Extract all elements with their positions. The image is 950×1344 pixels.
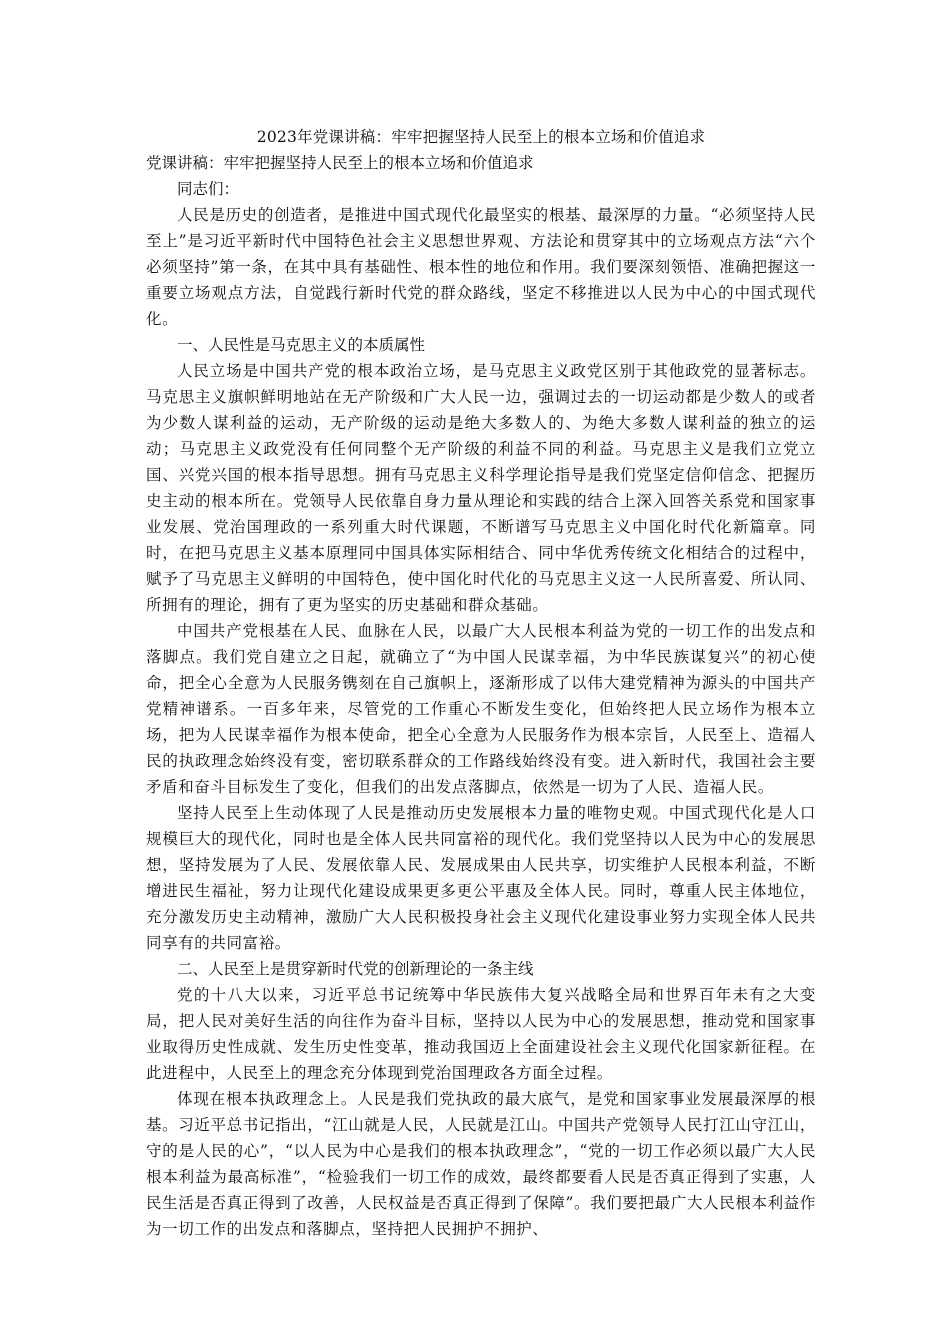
- document-subtitle: 党课讲稿：牢牢把握坚持人民至上的根本立场和价值追求: [146, 154, 534, 172]
- section-2-paragraph-2: 体现在根本执政理念上。人民是我们党执政的最大底气，是党和国家事业发展最深厚的根基。习近平总书记指出，“江山就是人民，人民就是江山。中国共产党领导人民打江山守江山，守的是人民的心”，“以人民为中心是我们的根本执政理念”，“党的一切工作必须以最广大人民根本利益为最高标准”，“检验我们一切工作的成效，最终都要看人民是否真正得到了实惠，人民生活是否真正得到了改善，人民权益是否真正得到了保障”。我们要把最广大人民根本利益作为一切工作的出发点和落脚点，坚持把人民拥护不拥护、: [146, 1090, 816, 1238]
- section-1-paragraph-2: 中国共产党根基在人民、血脉在人民，以最广大人民根本利益为党的一切工作的出发点和落脚点。我们党自建立之日起，就确立了“为中国人民谋幸福，为中华民族谋复兴”的初心使命，把全心全意为人民服务镌刻在自己旗帜上，逐渐形成了以伟大建党精神为源头的中国共产党精神谱系。一百多年来，尽管党的工作重心不断发生变化，但始终把人民立场作为根本立场，把为人民谋幸福作为根本使命，把全心全意为人民服务作为根本宗旨，人民至上、造福人民的执政理念始终没有变，密切联系群众的工作路线始终没有变。进入新时代，我国社会主要矛盾和奋斗目标发生了变化，但我们的出发点落脚点，依然是一切为了人民、造福人民。: [146, 622, 816, 796]
- section-1-heading: 一、人民性是马克思主义的本质属性: [177, 336, 426, 354]
- greeting: 同志们：: [177, 180, 240, 198]
- section-1-paragraph-1: 人民立场是中国共产党的根本政治立场，是马克思主义政党区别于其他政党的显著标志。马克思主义旗帜鲜明地站在无产阶级和广大人民一边，强调过去的一切运动都是少数人的或者为少数人谋利益的运动，无产阶级的运动是绝大多数人的、为绝大多数人谋利益的独立的运动；马克思主义政党没有任何同整个无产阶级的利益不同的利益。马克思主义是我们立党立国、兴党兴国的根本指导思想。拥有马克思主义科学理论指导是我们党坚定信仰信念、把握历史主动的根本所在。党领导人民依靠自身力量从理论和实践的结合上深入回答关系党和国家事业发展、党治国理政的一系列重大时代课题，不断谱写马克思主义中国化时代化新篇章。同时，在把马克思主义基本原理同中国具体实际相结合、同中华优秀传统文化相结合的过程中，赋予了马克思主义鲜明的中国特色，使中国化时代化的马克思主义这一人民所喜爱、所认同、所拥有的理论，拥有了更为坚实的历史基础和群众基础。: [146, 362, 816, 614]
- document-title: 2023年党课讲稿：牢牢把握坚持人民至上的根本立场和价值追求: [256, 128, 706, 146]
- section-1-paragraph-3: 坚持人民至上生动体现了人民是推动历史发展根本力量的唯物史观。中国式现代化是人口规模巨大的现代化，同时也是全体人民共同富裕的现代化。我们党坚持以人民为中心的发展思想，坚持发展为了人民、发展依靠人民、发展成果由人民共享，切实维护人民根本利益，不断增进民生福祉，努力让现代化建设成果更多更公平惠及全体人民。同时，尊重人民主体地位，充分激发历史主动精神，激励广大人民积极投身社会主义现代化建设事业努力实现全体人民共同享有的共同富裕。: [146, 804, 816, 952]
- section-2-paragraph-1: 党的十八大以来，习近平总书记统筹中华民族伟大复兴战略全局和世界百年未有之大变局，把人民对美好生活的向往作为奋斗目标，坚持以人民为中心的发展思想，推动党和国家事业取得历史性成就、发生历史性变革，推动我国迈上全面建设社会主义现代化国家新征程。在此进程中，人民至上的理念充分体现到党治国理政各方面全过程。: [146, 986, 816, 1082]
- section-2-heading: 二、人民至上是贯穿新时代党的创新理论的一条主线: [177, 960, 534, 978]
- intro-paragraph: 人民是历史的创造者，是推进中国式现代化最坚实的根基、最深厚的力量。“必须坚持人民至上”是习近平新时代中国特色社会主义思想世界观、方法论和贯穿其中的立场观点方法“六个必须坚持”第一条，在其中具有基础性、根本性的地位和作用。我们要深刻领悟、准确把握这一重要立场观点方法，自觉践行新时代党的群众路线，坚定不移推进以人民为中心的中国式现代化。: [146, 206, 816, 328]
